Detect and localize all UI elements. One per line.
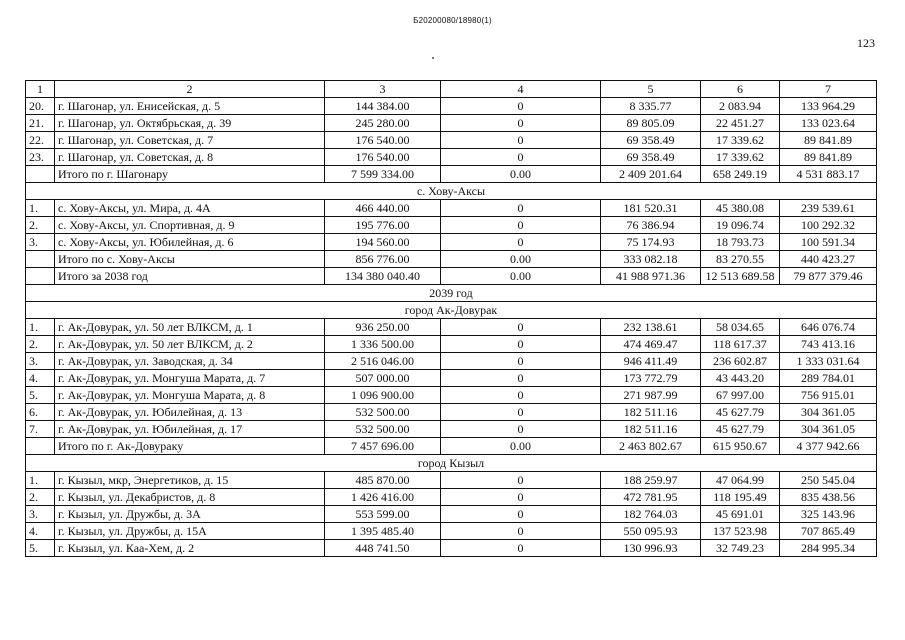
col-6-value: 2 083.94 <box>701 98 780 115</box>
col-6-value: 45 627.79 <box>701 404 780 421</box>
page-number: 123 <box>857 36 875 50</box>
row-number: 2. <box>26 336 55 353</box>
address: Итого по г. Ак-Довураку <box>55 438 325 455</box>
col-5-value: 130 996.93 <box>601 540 701 557</box>
row-number <box>26 268 55 285</box>
column-header: 6 <box>701 81 780 98</box>
col-6-value: 58 034.65 <box>701 319 780 336</box>
col-7-value: 79 877 379.46 <box>780 268 877 285</box>
col-7-value: 4 531 883.17 <box>780 166 877 183</box>
col-4-value: 0 <box>441 98 601 115</box>
row-number: 7. <box>26 421 55 438</box>
total-cost: 134 380 040.40 <box>325 268 441 285</box>
total-cost: 532 500.00 <box>325 404 441 421</box>
col-6-value: 22 451.27 <box>701 115 780 132</box>
table-row <box>26 404 877 421</box>
total-cost: 936 250.00 <box>325 319 441 336</box>
section-label: с. Хову-Аксы <box>26 183 877 200</box>
col-4-value: 0 <box>441 404 601 421</box>
col-6-value: 17 339.62 <box>701 132 780 149</box>
col-5-value: 89 805.09 <box>601 115 701 132</box>
table-row <box>26 387 877 404</box>
row-number: 6. <box>26 404 55 421</box>
row-number <box>26 251 55 268</box>
col-6-value: 47 064.99 <box>701 472 780 489</box>
col-5-value: 182 511.16 <box>601 421 701 438</box>
data-table <box>25 80 877 557</box>
col-7-value: 743 413.16 <box>780 336 877 353</box>
address: г. Ак-Довурак, ул. Монгуша Марата, д. 7 <box>55 370 325 387</box>
table-row <box>26 149 877 166</box>
section-label: город Кызыл <box>26 455 877 472</box>
section-label: город Ак-Довурак <box>26 302 877 319</box>
col-7-value: 89 841.89 <box>780 149 877 166</box>
total-cost: 245 280.00 <box>325 115 441 132</box>
col-7-value: 835 438.56 <box>780 489 877 506</box>
col-4-value: 0 <box>441 336 601 353</box>
address: г. Ак-Довурак, ул. Монгуша Марата, д. 8 <box>55 387 325 404</box>
col-4-value: 0 <box>441 217 601 234</box>
col-4-value: 0 <box>441 200 601 217</box>
col-6-value: 43 443.20 <box>701 370 780 387</box>
column-header: 4 <box>441 81 601 98</box>
total-cost: 507 000.00 <box>325 370 441 387</box>
table-header-row <box>26 81 877 98</box>
col-7-value: 89 841.89 <box>780 132 877 149</box>
address: г. Кызыл, ул. Каа-Хем, д. 2 <box>55 540 325 557</box>
address: с. Хову-Аксы, ул. Спортивная, д. 9 <box>55 217 325 234</box>
address: г. Ак-Довурак, ул. Юбилейная, д. 13 <box>55 404 325 421</box>
col-4-value: 0.00 <box>441 268 601 285</box>
address: г. Шагонар, ул. Енисейская, д. 5 <box>55 98 325 115</box>
col-6-value: 236 602.87 <box>701 353 780 370</box>
col-7-value: 133 964.29 <box>780 98 877 115</box>
row-number: 1. <box>26 319 55 336</box>
col-4-value: 0 <box>441 319 601 336</box>
col-5-value: 333 082.18 <box>601 251 701 268</box>
address: Итого по г. Шагонару <box>55 166 325 183</box>
col-7-value: 756 915.01 <box>780 387 877 404</box>
col-7-value: 4 377 942.66 <box>780 438 877 455</box>
document-id: Б20200080/18980(1) <box>413 16 492 25</box>
col-6-value: 18 793.73 <box>701 234 780 251</box>
address: г. Шагонар, ул. Советская, д. 7 <box>55 132 325 149</box>
column-header: 5 <box>601 81 701 98</box>
col-7-value: 304 361.05 <box>780 404 877 421</box>
row-number: 5. <box>26 387 55 404</box>
total-cost: 485 870.00 <box>325 472 441 489</box>
col-6-value: 32 749.23 <box>701 540 780 557</box>
row-number: 21. <box>26 115 55 132</box>
total-cost: 448 741.50 <box>325 540 441 557</box>
col-4-value: 0 <box>441 421 601 438</box>
table-row <box>26 336 877 353</box>
row-number: 1. <box>26 200 55 217</box>
col-7-value: 100 591.34 <box>780 234 877 251</box>
total-cost: 1 395 485.40 <box>325 523 441 540</box>
row-number: 20. <box>26 98 55 115</box>
col-4-value: 0 <box>441 115 601 132</box>
table-row <box>26 251 877 268</box>
table-row <box>26 268 877 285</box>
section-header-row <box>26 183 877 200</box>
col-6-value: 12 513 689.58 <box>701 268 780 285</box>
section-header-row <box>26 285 877 302</box>
col-4-value: 0 <box>441 506 601 523</box>
total-cost: 144 384.00 <box>325 98 441 115</box>
col-4-value: 0 <box>441 540 601 557</box>
col-7-value: 289 784.01 <box>780 370 877 387</box>
row-number: 23. <box>26 149 55 166</box>
col-4-value: 0.00 <box>441 251 601 268</box>
table-row <box>26 438 877 455</box>
col-6-value: 118 617.37 <box>701 336 780 353</box>
column-header: 7 <box>780 81 877 98</box>
table-row <box>26 319 877 336</box>
table-row <box>26 98 877 115</box>
col-4-value: 0 <box>441 370 601 387</box>
section-header-row <box>26 455 877 472</box>
col-5-value: 271 987.99 <box>601 387 701 404</box>
row-number: 5. <box>26 540 55 557</box>
col-6-value: 83 270.55 <box>701 251 780 268</box>
col-7-value: 440 423.27 <box>780 251 877 268</box>
col-5-value: 550 095.93 <box>601 523 701 540</box>
col-5-value: 69 358.49 <box>601 132 701 149</box>
col-4-value: 0 <box>441 353 601 370</box>
row-number: 3. <box>26 234 55 251</box>
row-number: 4. <box>26 370 55 387</box>
row-number: 3. <box>26 506 55 523</box>
col-4-value: 0 <box>441 149 601 166</box>
row-number <box>26 438 55 455</box>
col-7-value: 239 539.61 <box>780 200 877 217</box>
row-number: 2. <box>26 489 55 506</box>
col-5-value: 41 988 971.36 <box>601 268 701 285</box>
table-row <box>26 540 877 557</box>
col-4-value: 0 <box>441 234 601 251</box>
col-6-value: 118 195.49 <box>701 489 780 506</box>
table-row <box>26 217 877 234</box>
table-row <box>26 370 877 387</box>
col-5-value: 181 520.31 <box>601 200 701 217</box>
col-7-value: 100 292.32 <box>780 217 877 234</box>
col-4-value: 0 <box>441 489 601 506</box>
col-5-value: 173 772.79 <box>601 370 701 387</box>
total-cost: 553 599.00 <box>325 506 441 523</box>
col-7-value: 304 361.05 <box>780 421 877 438</box>
address: г. Шагонар, ул. Советская, д. 8 <box>55 149 325 166</box>
scan-artifact <box>432 57 434 59</box>
column-header: 2 <box>55 81 325 98</box>
total-cost: 466 440.00 <box>325 200 441 217</box>
address: г. Кызыл, ул. Декабристов, д. 8 <box>55 489 325 506</box>
col-5-value: 8 335.77 <box>601 98 701 115</box>
total-cost: 2 516 046.00 <box>325 353 441 370</box>
table-row <box>26 115 877 132</box>
total-cost: 195 776.00 <box>325 217 441 234</box>
col-6-value: 137 523.98 <box>701 523 780 540</box>
total-cost: 1 096 900.00 <box>325 387 441 404</box>
address: г. Кызыл, ул. Дружбы, д. 3А <box>55 506 325 523</box>
address: г. Ак-Довурак, ул. 50 лет ВЛКСМ, д. 1 <box>55 319 325 336</box>
address: г. Шагонар, ул. Октябрьская, д. 39 <box>55 115 325 132</box>
column-header: 1 <box>26 81 55 98</box>
col-7-value: 646 076.74 <box>780 319 877 336</box>
section-header-row <box>26 302 877 319</box>
col-5-value: 474 469.47 <box>601 336 701 353</box>
table-row <box>26 523 877 540</box>
address: г. Кызыл, мкр, Энергетиков, д. 15 <box>55 472 325 489</box>
col-5-value: 946 411.49 <box>601 353 701 370</box>
total-cost: 194 560.00 <box>325 234 441 251</box>
col-5-value: 182 764.03 <box>601 506 701 523</box>
col-6-value: 45 627.79 <box>701 421 780 438</box>
row-number: 3. <box>26 353 55 370</box>
table-row <box>26 421 877 438</box>
col-6-value: 45 691.01 <box>701 506 780 523</box>
table-row <box>26 353 877 370</box>
total-cost: 1 426 416.00 <box>325 489 441 506</box>
col-6-value: 19 096.74 <box>701 217 780 234</box>
col-5-value: 188 259.97 <box>601 472 701 489</box>
row-number <box>26 166 55 183</box>
col-4-value: 0 <box>441 472 601 489</box>
col-6-value: 67 997.00 <box>701 387 780 404</box>
col-5-value: 2 409 201.64 <box>601 166 701 183</box>
col-7-value: 284 995.34 <box>780 540 877 557</box>
table-row <box>26 234 877 251</box>
address: г. Ак-Довурак, ул. Юбилейная, д. 17 <box>55 421 325 438</box>
col-5-value: 76 386.94 <box>601 217 701 234</box>
address: Итого за 2038 год <box>55 268 325 285</box>
col-4-value: 0 <box>441 523 601 540</box>
col-7-value: 707 865.49 <box>780 523 877 540</box>
table-row <box>26 506 877 523</box>
col-5-value: 69 358.49 <box>601 149 701 166</box>
col-6-value: 658 249.19 <box>701 166 780 183</box>
total-cost: 7 599 334.00 <box>325 166 441 183</box>
column-header: 3 <box>325 81 441 98</box>
col-7-value: 1 333 031.64 <box>780 353 877 370</box>
table-row <box>26 472 877 489</box>
total-cost: 532 500.00 <box>325 421 441 438</box>
address: с. Хову-Аксы, ул. Мира, д. 4А <box>55 200 325 217</box>
address: г. Ак-Довурак, ул. Заводская, д. 34 <box>55 353 325 370</box>
row-number: 22. <box>26 132 55 149</box>
total-cost: 7 457 696.00 <box>325 438 441 455</box>
col-4-value: 0.00 <box>441 166 601 183</box>
col-7-value: 325 143.96 <box>780 506 877 523</box>
address: Итого по с. Хову-Аксы <box>55 251 325 268</box>
col-6-value: 45 380.08 <box>701 200 780 217</box>
table-row <box>26 132 877 149</box>
col-5-value: 232 138.61 <box>601 319 701 336</box>
col-5-value: 2 463 802.67 <box>601 438 701 455</box>
row-number: 4. <box>26 523 55 540</box>
table-row <box>26 489 877 506</box>
address: с. Хову-Аксы, ул. Юбилейная, д. 6 <box>55 234 325 251</box>
total-cost: 1 336 500.00 <box>325 336 441 353</box>
col-4-value: 0 <box>441 132 601 149</box>
total-cost: 856 776.00 <box>325 251 441 268</box>
total-cost: 176 540.00 <box>325 132 441 149</box>
col-6-value: 615 950.67 <box>701 438 780 455</box>
col-7-value: 250 545.04 <box>780 472 877 489</box>
col-5-value: 472 781.95 <box>601 489 701 506</box>
col-7-value: 133 023.64 <box>780 115 877 132</box>
row-number: 1. <box>26 472 55 489</box>
table-row <box>26 166 877 183</box>
col-5-value: 182 511.16 <box>601 404 701 421</box>
section-label: 2039 год <box>26 285 877 302</box>
col-4-value: 0 <box>441 387 601 404</box>
address: г. Ак-Довурак, ул. 50 лет ВЛКСМ, д. 2 <box>55 336 325 353</box>
col-6-value: 17 339.62 <box>701 149 780 166</box>
col-4-value: 0.00 <box>441 438 601 455</box>
row-number: 2. <box>26 217 55 234</box>
col-5-value: 75 174.93 <box>601 234 701 251</box>
table-row <box>26 200 877 217</box>
address: г. Кызыл, ул. Дружбы, д. 15А <box>55 523 325 540</box>
total-cost: 176 540.00 <box>325 149 441 166</box>
